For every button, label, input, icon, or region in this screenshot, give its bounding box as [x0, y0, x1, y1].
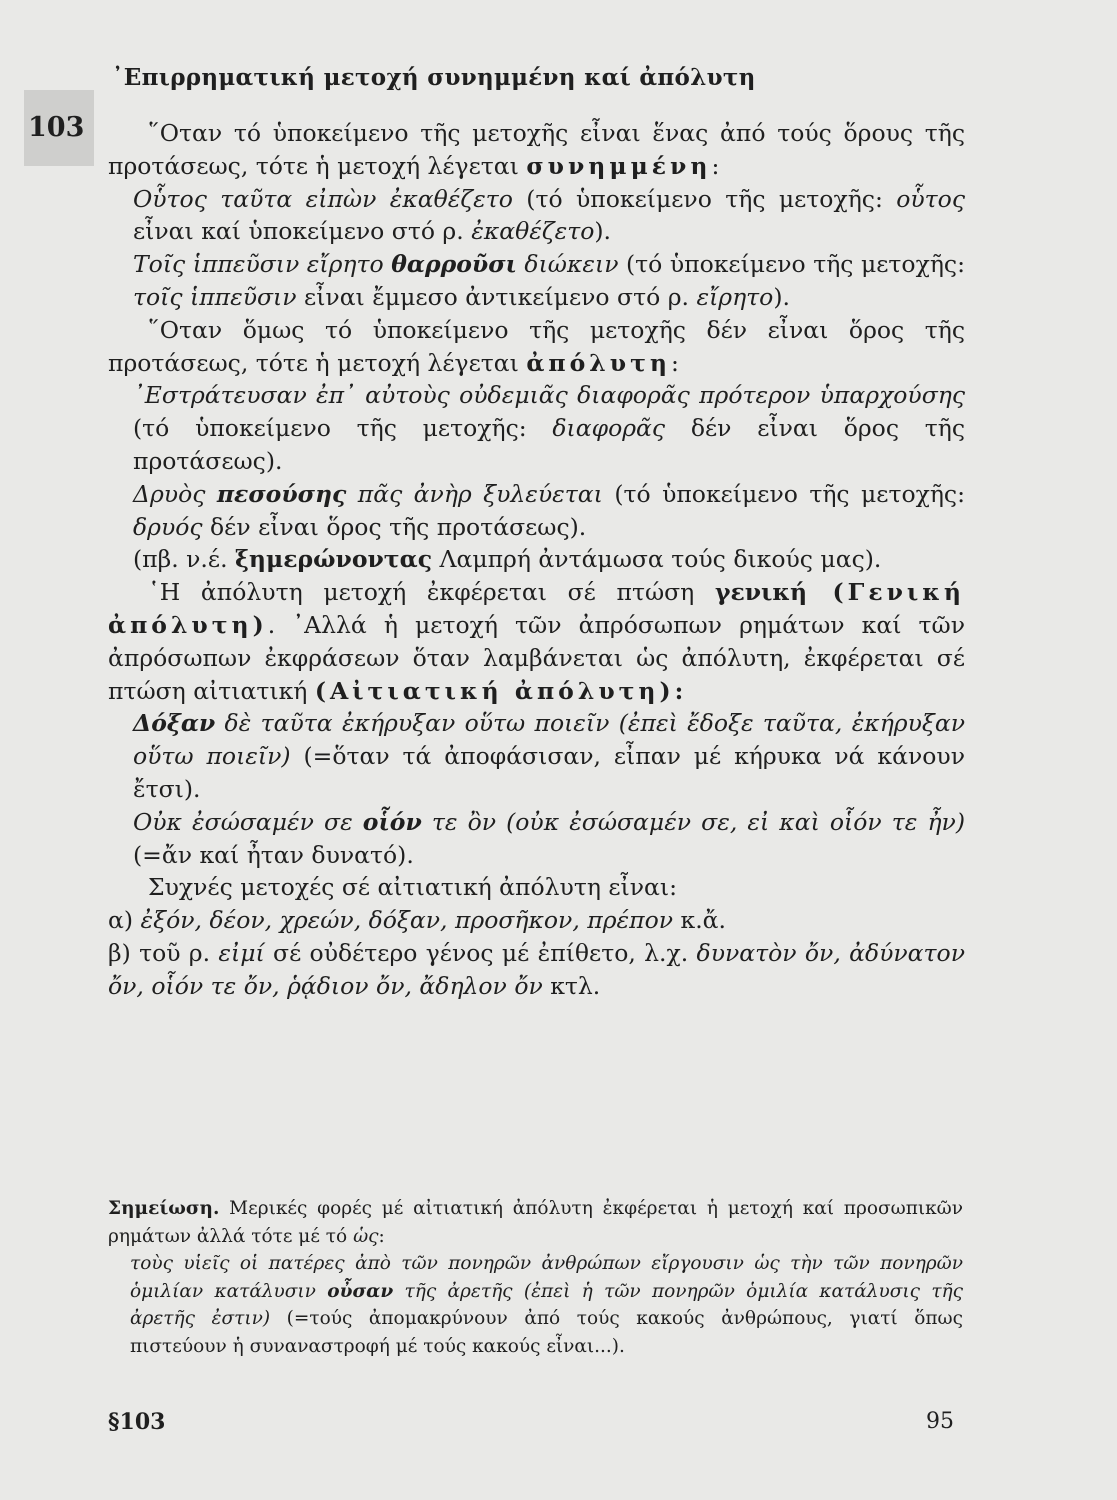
- example-1: Οὗτος ταῦτα εἰπὼν ἐκαθέζετο (τό ὑποκείμενο τῆς μετοχῆς: οὗτος εἶναι καί ὑποκείμενο στό ρ. ἐκαθέζετο).: [133, 184, 965, 246]
- example-6: Δόξαν δὲ ταῦτα ἐκήρυξαν οὕτω ποιεῖν (ἐπεὶ ἔδοξε ταῦτα, ἐκήρυξαν οὕτω ποιεῖν) (=ὅταν τά ἀποφάσισαν, εἶπαν μέ κήρυκα νά κάνουν ἔτσι).: [133, 709, 965, 803]
- paragraph-common-participles: Συχνές μετοχές σέ αἰτιατική ἀπόλυτη εἶναι:: [148, 873, 678, 902]
- page-number: 95: [926, 1409, 954, 1434]
- term-genitive-absolute: (Γενική ἀπόλυτη): [108, 578, 965, 639]
- paragraph-definition-absolute: ῞Οταν ὅμως τό ὑποκείμενο τῆς μετοχῆς δέν εἶναι ὅρος τῆς προτάσεως, τότε ἡ μετοχή λέγεται ἀπόλυτη:: [108, 315, 965, 377]
- note-text: Σημείωση. Μερικές φορές μέ αἰτιατική ἀπόλυτη ἐκφέρεται ἡ μετοχή καί προσωπικῶν ρημάτων ἀλλά τότε μέ τό ὡς:: [108, 1198, 963, 1247]
- section-heading: ᾽Επιρρηματική μετοχή συνημμένη καί ἀπόλυτη: [112, 64, 756, 91]
- list-item-a: α) ἐξόν, δέον, χρεών, δόξαν, προσῆκον, πρέπον κ.ἄ.: [108, 906, 726, 935]
- term-absolute: ἀπόλυτη: [526, 348, 671, 377]
- example-4: Δρυὸς πεσούσης πᾶς ἀνὴρ ξυλεύεται (τό ὑποκείμενο τῆς μετοχῆς: δρυός δέν εἶναι ὅρος τῆς προτάσεως).: [133, 479, 966, 541]
- section-number: 103: [28, 112, 85, 143]
- main-text: [108, 117, 965, 1003]
- paragraph-definition-attached: ῞Οταν τό ὑποκείμενο τῆς μετοχῆς εἶναι ἕνας ἀπό τούς ὅρους τῆς προτάσεως, τότε ἡ μετοχή λέγεται συνημμένη:: [108, 119, 965, 180]
- footer-section-ref: §103: [108, 1409, 166, 1435]
- list-item-b: β) τοῦ ρ. εἰμί σέ οὐδέτερο γένος μέ ἐπίθετο, λ.χ. δυνατὸν ὄν, ἀδύνατον ὄν, οἷόν τε ὄν, ῥᾴδιον ὄν, ἄδηλον ὄν κτλ.: [108, 938, 965, 1000]
- example-5: (πβ. ν.έ. ξημερώνοντας Λαμπρή ἀντάμωσα τούς δικούς μας).: [133, 545, 882, 574]
- example-2: Τοῖς ἱππεῦσιν εἴρητο θαρροῦσι διώκειν (τό ὑποκείμενο τῆς μετοχῆς: τοῖς ἱππεῦσιν εἶναι ἔμμεσο ἀντικείμενο στό ρ. εἴρητο).: [133, 250, 965, 311]
- term-accusative-absolute: (Αἰτιατική ἀπόλυτη):: [314, 676, 688, 705]
- example-7: Οὐκ ἐσώσαμέν σε οἷόν τε ὂν (οὐκ ἐσώσαμέν σε, εἰ καὶ οἷόν τε ἦν) (=ἄν καί ἦταν δυνατό).: [133, 807, 965, 869]
- example-3: ᾽Εστράτευσαν ἐπ᾽ αὐτοὺς οὐδεμιᾶς διαφορᾶς πρότερον ὑπαρχούσης (τό ὑποκείμενο τῆς μετοχῆς: διαφορᾶς δέν εἶναι ὅρος τῆς προτάσεως).: [133, 381, 965, 475]
- paragraph-case: ῾Η ἀπόλυτη μετοχή ἐκφέρεται σέ πτώση γενική (Γενική ἀπόλυτη). ᾽Αλλά ἡ μετοχή τῶν ἀπρόσωπων ρημάτων καί τῶν ἀπρόσωπων ἐκφράσεων ὅταν λαμβάνεται ὡς ἀπόλυτη, ἐκφέρεται σέ πτώση αἰτιατική (Αἰτιατική ἀπόλυτη):: [108, 578, 965, 705]
- note-example: τοὺς υἱεῖς οἱ πατέρες ἀπὸ τῶν πονηρῶν ἀνθρώπων εἴργουσιν ὡς τὴν τῶν πονηρῶν ὁμιλίαν κατάλυσιν οὖσαν τῆς ἀρετῆς (ἐπεὶ ἡ τῶν πονηρῶν ὁμιλία κατάλυσις τῆς ἀρετῆς ἐστιν) (=τούς ἀπομακρύνουν ἀπό τούς κακούς ἀνθρώπους, γιατί ὅπως πιστεύουν ἡ συναναστροφή μέ τούς κακούς εἶναι...).: [130, 1253, 963, 1357]
- term-attached: συνημμένη: [526, 151, 712, 180]
- note-block: [108, 1195, 963, 1360]
